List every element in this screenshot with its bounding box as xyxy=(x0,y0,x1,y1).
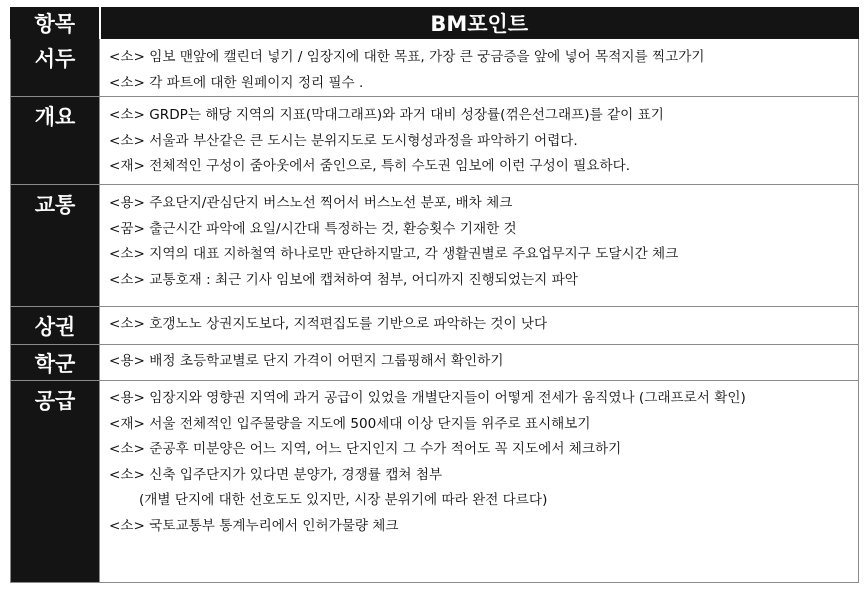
content-cell xyxy=(100,307,859,345)
content-line: <소> 임보 맨앞에 캘린더 넣기 / 임장지에 대한 목표, 가장 큰 궁금증을 앞에 넣어 목적지를 찍고가기 xyxy=(109,49,705,65)
content-line: <소> 지역의 대표 지하철역 하나로만 판단하지말고, 각 생활권별로 주요업무지구 도달시간 체크 xyxy=(109,246,679,262)
content-cell xyxy=(100,97,859,185)
section-row-intro xyxy=(11,39,859,97)
category-cell xyxy=(11,345,100,381)
content-line: <소> 준공후 미분양은 어느 지역, 어느 단지인지 그 수가 적어도 꼭 지도에서 체크하기 xyxy=(109,441,622,457)
table-header-row xyxy=(11,8,859,39)
category-label: 서두 xyxy=(34,47,76,71)
content-line: <소> 호갱노노 상권지도보다, 지적편집도를 기반으로 파악하는 것이 낫다 xyxy=(109,316,548,332)
content-line: <재> 서울 전체적인 입주물량을 지도에 500세대 이상 단지들 위주로 표시해보기 xyxy=(109,415,591,432)
item-column-header: 항목 xyxy=(11,8,100,39)
content-line: <소> 서울과 부산같은 큰 도시는 분위지도로 도시형성과정을 파악하기 어렵다. xyxy=(109,132,578,149)
section-row-school xyxy=(11,345,859,381)
category-label: 학군 xyxy=(34,351,76,376)
category-label: 공급 xyxy=(34,389,76,413)
content-line: <소> 교통호재 : 최근 기사 임보에 캡쳐하여 첨부, 어디까지 진행되었는지 파악 xyxy=(109,271,578,288)
section-row-transport xyxy=(11,185,859,307)
category-label: 상권 xyxy=(34,314,76,339)
category-cell xyxy=(11,39,100,97)
content-line: (개별 단지에 대한 선호도도 있지만, 시장 분위기에 따라 완전 다르다) xyxy=(139,492,548,508)
category-cell xyxy=(11,381,100,583)
content-cell xyxy=(100,381,859,583)
bm-points-table xyxy=(10,7,859,583)
content-line: <꿈> 출근시간 파악에 요일/시간대 특정하는 것, 환승횟수 기재한 것 xyxy=(109,220,517,237)
content-line: <소> 신축 입주단지가 있다면 분양가, 경쟁률 캡쳐 첨부 xyxy=(109,466,443,483)
category-cell xyxy=(11,307,100,345)
category-cell xyxy=(11,185,100,307)
category-label: 교통 xyxy=(34,193,76,217)
content-cell xyxy=(100,185,859,307)
content-cell xyxy=(100,39,859,97)
section-row-commerce xyxy=(11,307,859,345)
content-column-header: BM포인트 xyxy=(100,8,859,39)
content-line: <용> 임장지와 영향권 지역에 과거 공급이 있었을 개별단지들이 어떻게 전세가 움직였나 (그래프로서 확인) xyxy=(109,390,746,406)
content-line: <용> 배정 초등학교별로 단지 가격이 어떤지 그룹핑해서 확인하기 xyxy=(109,353,504,369)
content-cell xyxy=(100,345,859,381)
content-line: <용> 주요단지/관심단지 버스노선 찍어서 버스노선 분포, 배차 체크 xyxy=(109,195,513,211)
category-label: 개요 xyxy=(34,105,76,129)
content-line: <소> GRDP는 해당 지역의 지표(막대그래프)와 과거 대비 성장률(꺾은선그래프)를 같이 표기 xyxy=(109,107,664,123)
section-row-supply xyxy=(11,381,859,583)
category-cell xyxy=(11,97,100,185)
content-line: <소> 국토교통부 통계누리에서 인허가물량 체크 xyxy=(109,517,399,534)
content-line: <재> 전체적인 구성이 줌아웃에서 줌인으로, 특히 수도권 임보에 이런 구성이 필요하다. xyxy=(109,158,631,174)
section-row-overview xyxy=(11,97,859,185)
content-line: <소> 각 파트에 대한 원페이지 정리 필수 . xyxy=(109,74,364,91)
